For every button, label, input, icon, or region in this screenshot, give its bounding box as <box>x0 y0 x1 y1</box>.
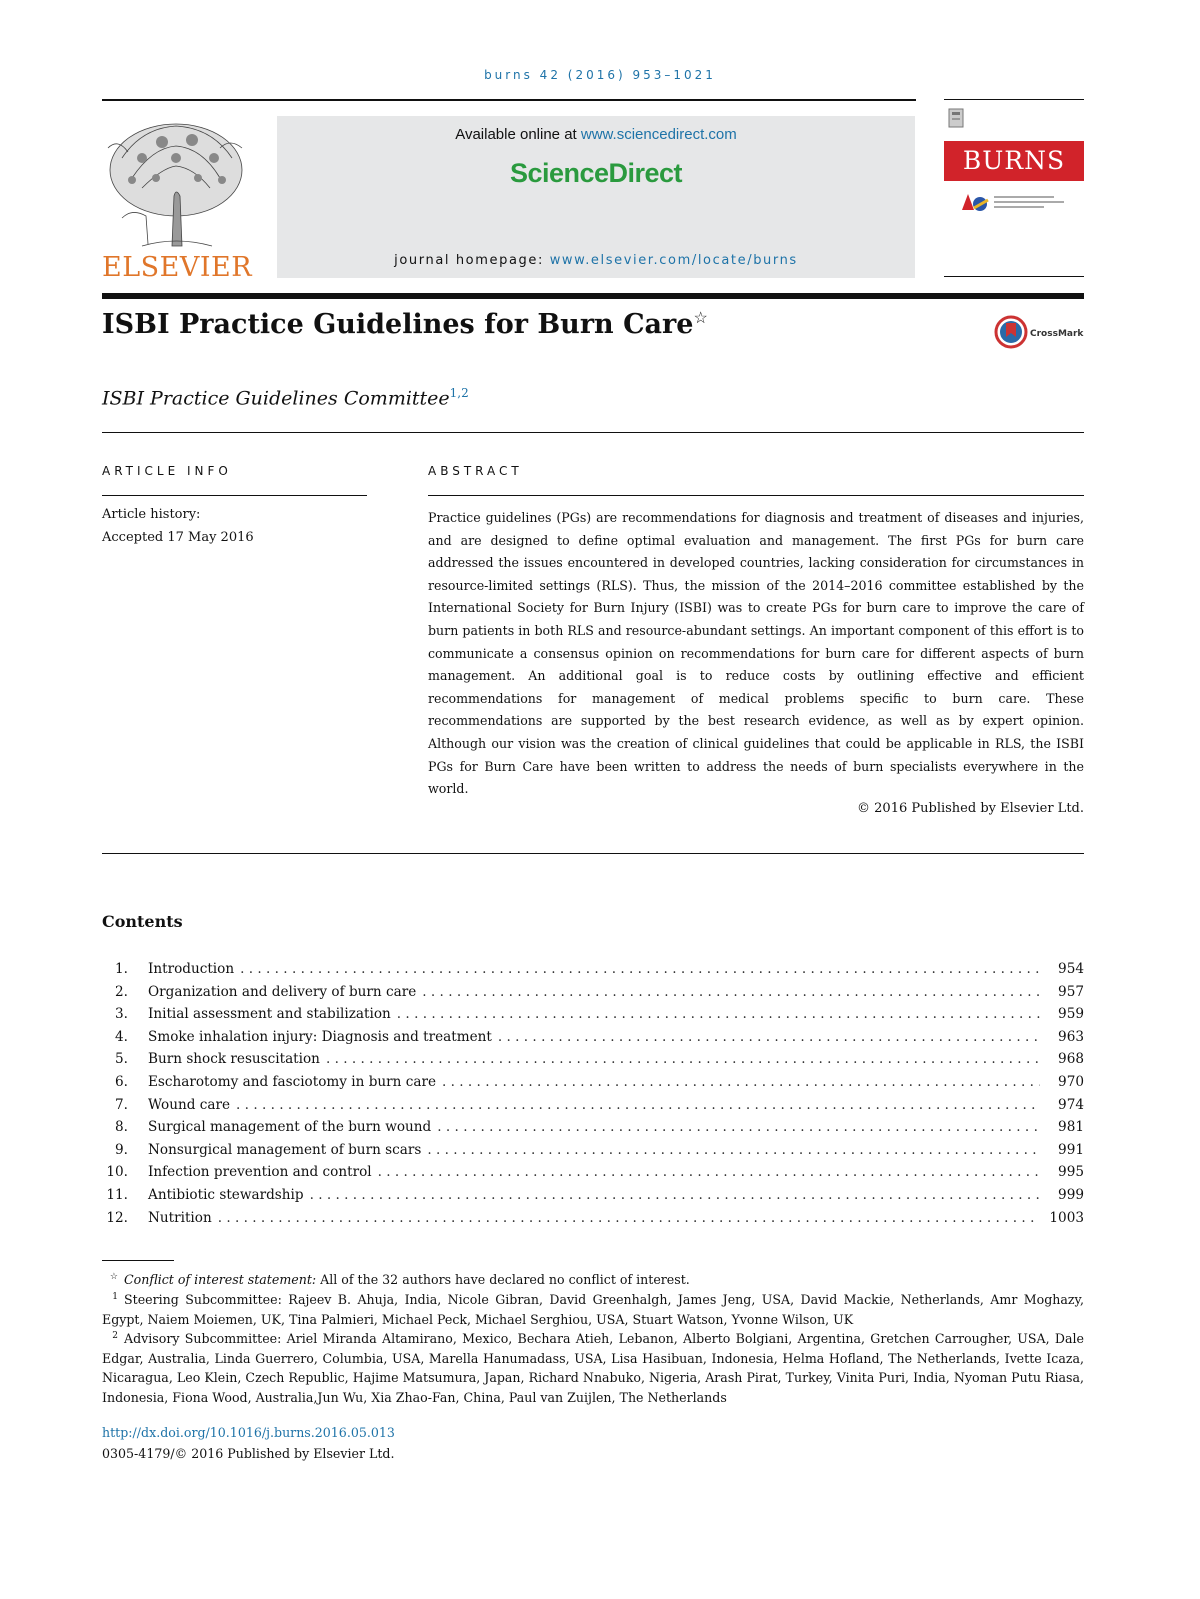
abstract-heading: ABSTRACT <box>428 464 523 478</box>
article-info-rule <box>102 495 367 496</box>
toc-number: 1. <box>115 961 128 977</box>
crossmark-icon[interactable] <box>994 315 1086 349</box>
toc-entry[interactable] <box>102 1071 1084 1094</box>
toc-page: 968 <box>1058 1051 1084 1068</box>
abstract-rule <box>428 495 1084 496</box>
toc-page: 963 <box>1058 1028 1084 1045</box>
article-title-text: ISBI Practice Guidelines for Burn Care <box>102 309 694 340</box>
toc-entry[interactable] <box>102 958 1084 981</box>
footnote-conflict-label: Conflict of interest statement: <box>124 1272 317 1288</box>
toc-leader-dots <box>240 958 1040 981</box>
toc-page: 974 <box>1058 1096 1084 1113</box>
authors-text: ISBI Practice Guidelines Committee <box>102 387 450 410</box>
contents-heading: Contents <box>102 912 183 931</box>
toc-number: 4. <box>115 1028 128 1045</box>
footnote-conflict <box>102 1268 1084 1290</box>
footnote-2-mark: 2 <box>112 1331 118 1341</box>
toc-page: 970 <box>1058 1073 1084 1090</box>
toc-leader-dots <box>437 1116 1040 1139</box>
toc-leader-dots <box>310 1184 1040 1207</box>
toc-title: Antibiotic stewardship <box>148 1186 304 1203</box>
toc-leader-dots <box>422 981 1040 1004</box>
toc-entry[interactable] <box>102 1026 1084 1049</box>
abstract-bottom-rule <box>102 853 1084 854</box>
abstract-text: Practice guidelines (PGs) are recommendations for diagnosis and treatment of diseases and injuries, and are designed to define optimal evaluation and management. The first PGs for burn care addressed the issues encountered in developed countries, lacking consideration for circumstances in resource-limited settings (RLS). Thus, the mission of the 2014–2016 committee established by the International Society for Burn Injury (ISBI) was to create PGs for burn care to improve the care of burn patients in both RLS and resource-abundant settings. An important component of this effort is to communicate a consensus opinion on recommendations for burn care for different aspects of burn management. An additional goal is to reduce costs by outlining effective and efficient recommendations for management of medical problems specific to burn care. These recommendations are supported by the best research evidence, as well as by expert opinion. Although our vision was the creation of clinical guidelines that could be applicable in RLS, the ISBI PGs for Burn Care have been written to address the needs of burn specialists everywhere in the world. <box>428 510 1084 797</box>
toc-number: 10. <box>106 1164 128 1181</box>
sciencedirect-link[interactable]: www.sciencedirect.com <box>580 126 737 143</box>
article-history-label: Article history: <box>102 507 201 522</box>
footnote-1-mark: 1 <box>112 1292 118 1302</box>
sciencedirect-logo: ScienceDirect <box>509 158 683 188</box>
title-footnote-mark[interactable]: ☆ <box>693 308 708 327</box>
running-head: burns 42 (2016) 953–1021 <box>484 68 716 82</box>
accepted-date: Accepted 17 May 2016 <box>102 530 254 545</box>
toc-leader-dots <box>442 1071 1040 1094</box>
toc-title: Organization and delivery of burn care <box>148 983 417 1000</box>
toc-leader-dots <box>326 1048 1040 1071</box>
toc-number: 5. <box>115 1051 128 1068</box>
toc-page: 959 <box>1058 1006 1084 1023</box>
table-of-contents <box>102 958 1084 1229</box>
doi-link[interactable]: http://dx.doi.org/10.1016/j.burns.2016.05.013 <box>102 1425 395 1440</box>
author-footnote-marks[interactable]: 1,2 <box>449 386 469 400</box>
footnote-conflict-text: All of the 32 authors have declared no conflict of interest. <box>316 1272 690 1288</box>
top-rule <box>102 99 916 101</box>
toc-number: 2. <box>115 983 128 1000</box>
toc-leader-dots <box>236 1094 1040 1117</box>
toc-number: 6. <box>115 1073 128 1090</box>
toc-title: Escharotomy and fasciotomy in burn care <box>148 1073 436 1090</box>
toc-title: Wound care <box>148 1096 231 1113</box>
footnote-2-text: Advisory Subcommittee: Ariel Miranda Altamirano, Mexico, Bechara Atieh, Lebanon, Alberto Bolgiani, Argentina, Gretchen Carrougher, USA, Dale Edgar, Australia, Linda Guerrero, Columbia, USA, Marella Hanumadass, USA, Lisa Hasibuan, Indonesia, Helma Hofland, The Netherlands, Ivette Icaza, Nicaragua, Leo Klein, Czech Republic, Hajime Matsumura, Japan, Richard Nnabuko, Nigeria, Arash Pirat, Turkey, Vinita Puri, India, Nyoman Putu Riasa, Indonesia, Fiona Wood, Australia,Jun Wu, Xia Zhao-Fan, China, Paul van Zuijlen, The Netherlands <box>102 1331 1084 1405</box>
footnote-steering <box>102 1288 1084 1329</box>
toc-entry[interactable] <box>102 1161 1084 1184</box>
journal-cover-emblem <box>948 108 964 128</box>
toc-title: Nutrition <box>148 1209 212 1226</box>
toc-entry[interactable] <box>102 981 1084 1004</box>
journal-cover-title: BURNS <box>944 141 1084 181</box>
toc-number: 11. <box>106 1186 128 1203</box>
article-info-heading: ARTICLE INFO <box>102 464 232 478</box>
cover-bottom-rule <box>944 276 1084 277</box>
toc-page: 999 <box>1058 1186 1084 1203</box>
footnote-1-text: Steering Subcommittee: Rajeev B. Ahuja, India, Nicole Gibran, David Greenhalgh, James Jeng, USA, David Mackie, Netherlands, Amr Moghazy, Egypt, Naiem Moiemen, UK, Tina Palmieri, Michael Peck, Michael Serghiou, USA, Stuart Watson, Yvonne Wilson, UK <box>102 1292 1084 1327</box>
footnote-rule <box>102 1260 174 1261</box>
toc-number: 12. <box>106 1209 128 1226</box>
available-online-line <box>277 126 915 143</box>
toc-title: Burn shock resuscitation <box>148 1051 320 1068</box>
journal-homepage-link[interactable]: www.elsevier.com/locate/burns <box>549 253 798 268</box>
toc-page: 981 <box>1058 1119 1084 1136</box>
toc-title: Surgical management of the burn wound <box>148 1119 432 1136</box>
article-title <box>102 308 708 340</box>
elsevier-wordmark: ELSEVIER <box>102 252 253 283</box>
journal-homepage-label: journal homepage: <box>394 253 550 268</box>
toc-number: 9. <box>115 1141 128 1158</box>
toc-title: Introduction <box>148 961 235 977</box>
issn-line: 0305-4179/© 2016 Published by Elsevier Ltd. <box>102 1446 395 1461</box>
toc-number: 3. <box>115 1006 128 1023</box>
authors-line <box>102 386 469 409</box>
toc-leader-dots <box>218 1207 1040 1230</box>
toc-title: Nonsurgical management of burn scars <box>148 1141 422 1158</box>
toc-entry[interactable] <box>102 1048 1084 1071</box>
toc-entry[interactable] <box>102 1184 1084 1207</box>
toc-leader-dots <box>498 1026 1040 1049</box>
journal-homepage-line <box>277 253 915 268</box>
toc-title: Initial assessment and stabilization <box>148 1006 391 1023</box>
toc-title: Smoke inhalation injury: Diagnosis and treatment <box>148 1028 492 1045</box>
available-online-label: Available online at <box>455 126 581 143</box>
toc-page: 1003 <box>1049 1209 1084 1226</box>
toc-page: 957 <box>1058 983 1084 1000</box>
abstract-copyright: © 2016 Published by Elsevier Ltd. <box>857 801 1084 816</box>
toc-entry[interactable] <box>102 1094 1084 1117</box>
authors-rule <box>102 432 1084 433</box>
toc-page: 991 <box>1058 1141 1084 1158</box>
toc-entry[interactable] <box>102 1116 1084 1139</box>
footnote-advisory <box>102 1327 1084 1407</box>
toc-entry[interactable] <box>102 1003 1084 1026</box>
crossmark-label: CrossMark <box>1030 329 1084 339</box>
toc-page: 954 <box>1058 961 1084 977</box>
journal-society-logos <box>960 190 1070 216</box>
toc-leader-dots <box>378 1161 1040 1184</box>
toc-page: 995 <box>1058 1164 1084 1181</box>
cover-top-rule <box>944 99 1084 100</box>
toc-leader-dots <box>427 1139 1040 1162</box>
toc-title: Infection prevention and control <box>148 1164 372 1181</box>
toc-entry[interactable] <box>102 1139 1084 1162</box>
toc-number: 7. <box>115 1096 128 1113</box>
footnote-star-mark: ☆ <box>109 1272 118 1282</box>
toc-leader-dots <box>397 1003 1040 1026</box>
toc-entry[interactable] <box>102 1207 1084 1230</box>
toc-number: 8. <box>115 1119 128 1136</box>
header-thick-rule <box>102 293 1084 299</box>
